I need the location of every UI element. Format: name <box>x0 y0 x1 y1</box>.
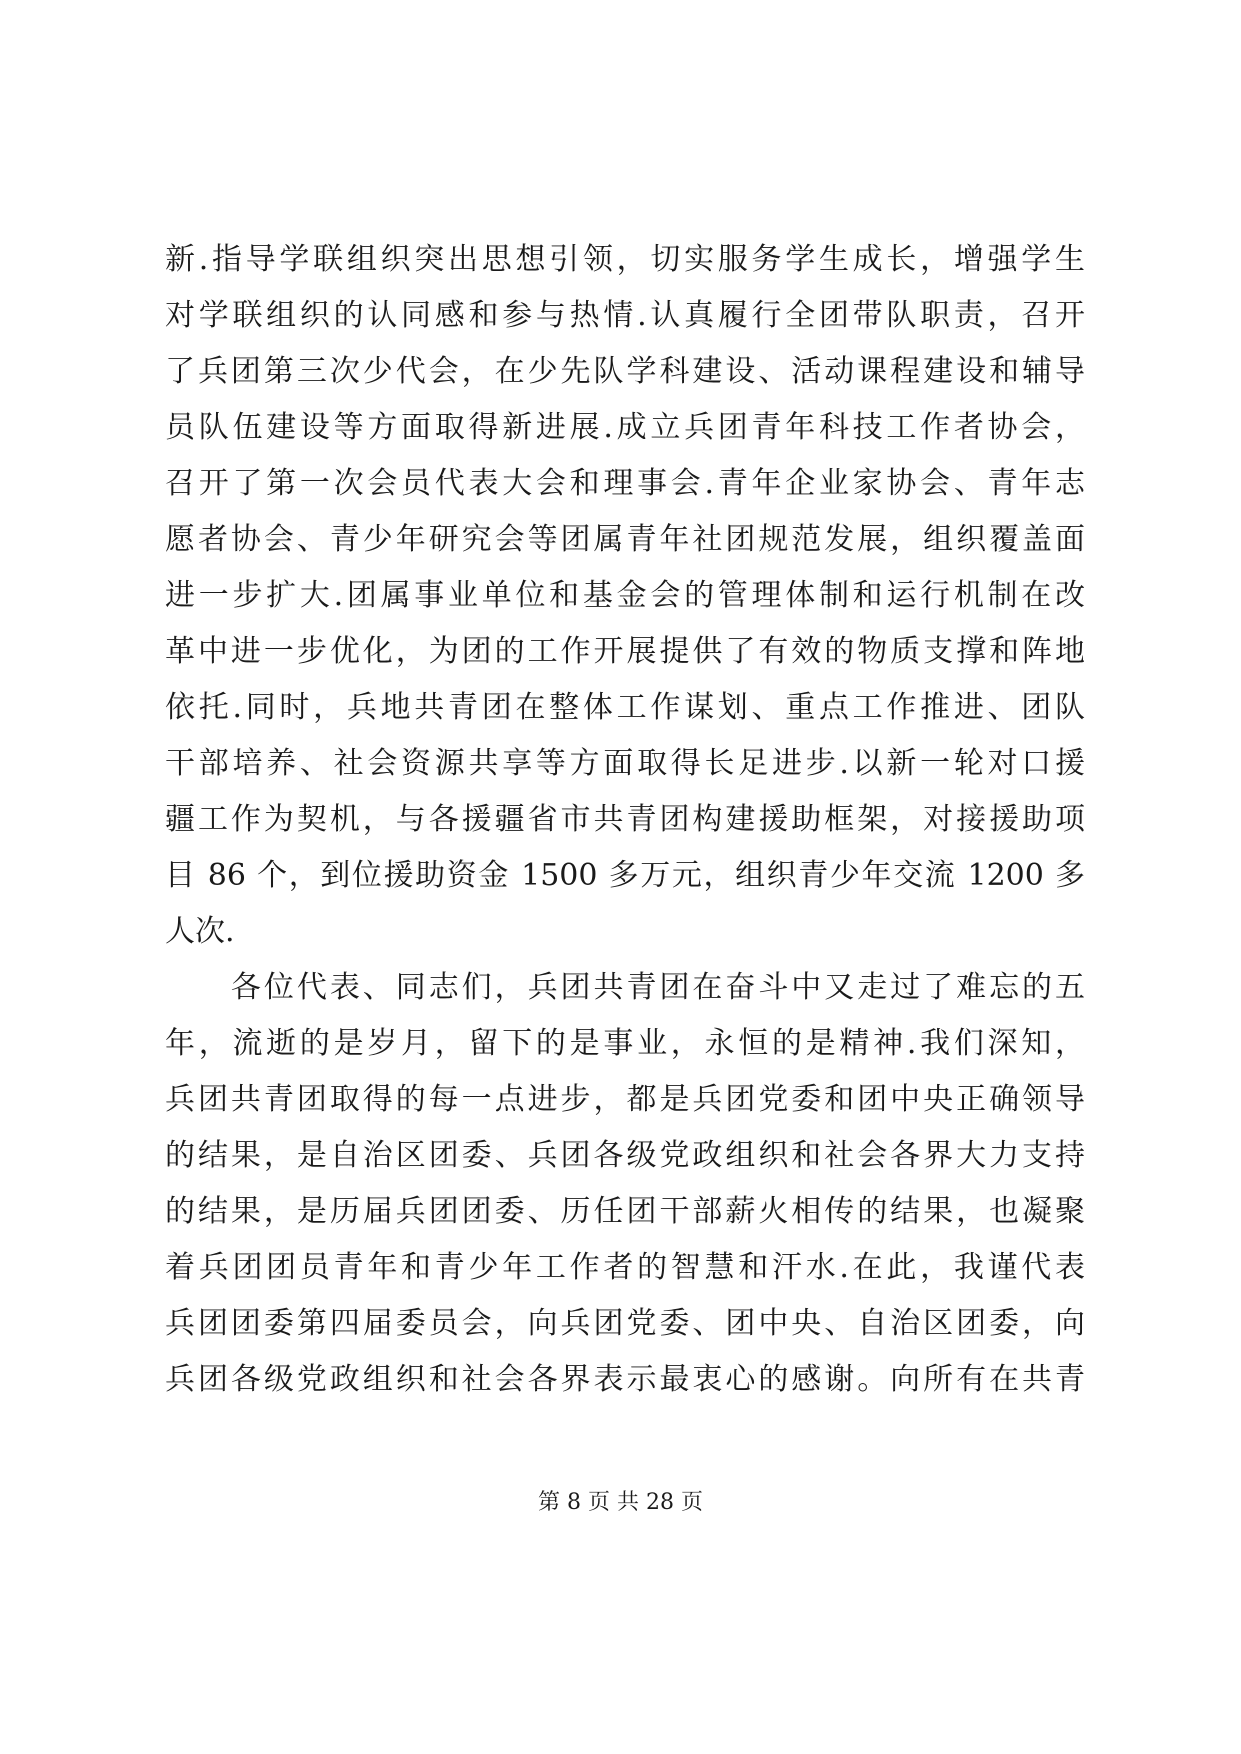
text-line: 对学联组织的认同感和参与热情.认真履行全团带队职责，召开 <box>165 298 1085 333</box>
text-line: 着兵团团员青年和青少年工作者的智慧和汗水.在此，我谨代表 <box>165 1250 1085 1285</box>
page-footer: 第 8 页 共 28 页 <box>538 1490 703 1515</box>
text-line: 革中进一步优化，为团的工作开展提供了有效的物质支撑和阵地 <box>165 634 1085 669</box>
text-line: 愿者协会、青少年研究会等团属青年社团规范发展，组织覆盖面 <box>165 522 1085 557</box>
text-line: 依托.同时，兵地共青团在整体工作谋划、重点工作推进、团队 <box>165 690 1085 725</box>
text-line: 的结果，是历届兵团团委、历任团干部薪火相传的结果，也凝聚 <box>165 1194 1085 1229</box>
text-line: 兵团团委第四届委员会，向兵团党委、团中央、自治区团委，向 <box>165 1306 1085 1341</box>
text-line: 的结果，是自治区团委、兵团各级党政组织和社会各界大力支持 <box>165 1138 1085 1173</box>
text-line: 进一步扩大.团属事业单位和基金会的管理体制和运行机制在改 <box>165 578 1085 613</box>
text-line: 干部培养、社会资源共享等方面取得长足进步.以新一轮对口援 <box>165 746 1085 781</box>
text-line: 新.指导学联组织突出思想引领，切实服务学生成长，增强学生 <box>165 242 1085 277</box>
paragraph-start-line: 各位代表、同志们，兵团共青团在奋斗中又走过了难忘的五 <box>165 970 1085 1005</box>
text-line: 人次. <box>165 914 235 949</box>
text-line: 召开了第一次会员代表大会和理事会.青年企业家协会、青年志 <box>165 466 1085 501</box>
text-line: 了兵团第三次少代会，在少先队学科建设、活动课程建设和辅导 <box>165 354 1085 389</box>
text-line: 年，流逝的是岁月，留下的是事业，永恒的是精神.我们深知， <box>165 1026 1085 1061</box>
body-text <box>165 232 1085 1408</box>
text-line: 兵团各级党政组织和社会各界表示最衷心的感谢。向所有在共青 <box>165 1362 1085 1397</box>
text-line: 目 86 个，到位援助资金 1500 多万元，组织青少年交流 1200 多 <box>165 858 1085 893</box>
text-line: 员队伍建设等方面取得新进展.成立兵团青年科技工作者协会， <box>165 410 1085 445</box>
text-line: 疆工作为契机，与各援疆省市共青团构建援助框架，对接援助项 <box>165 802 1085 837</box>
text-line: 兵团共青团取得的每一点进步，都是兵团党委和团中央正确领导 <box>165 1082 1085 1117</box>
